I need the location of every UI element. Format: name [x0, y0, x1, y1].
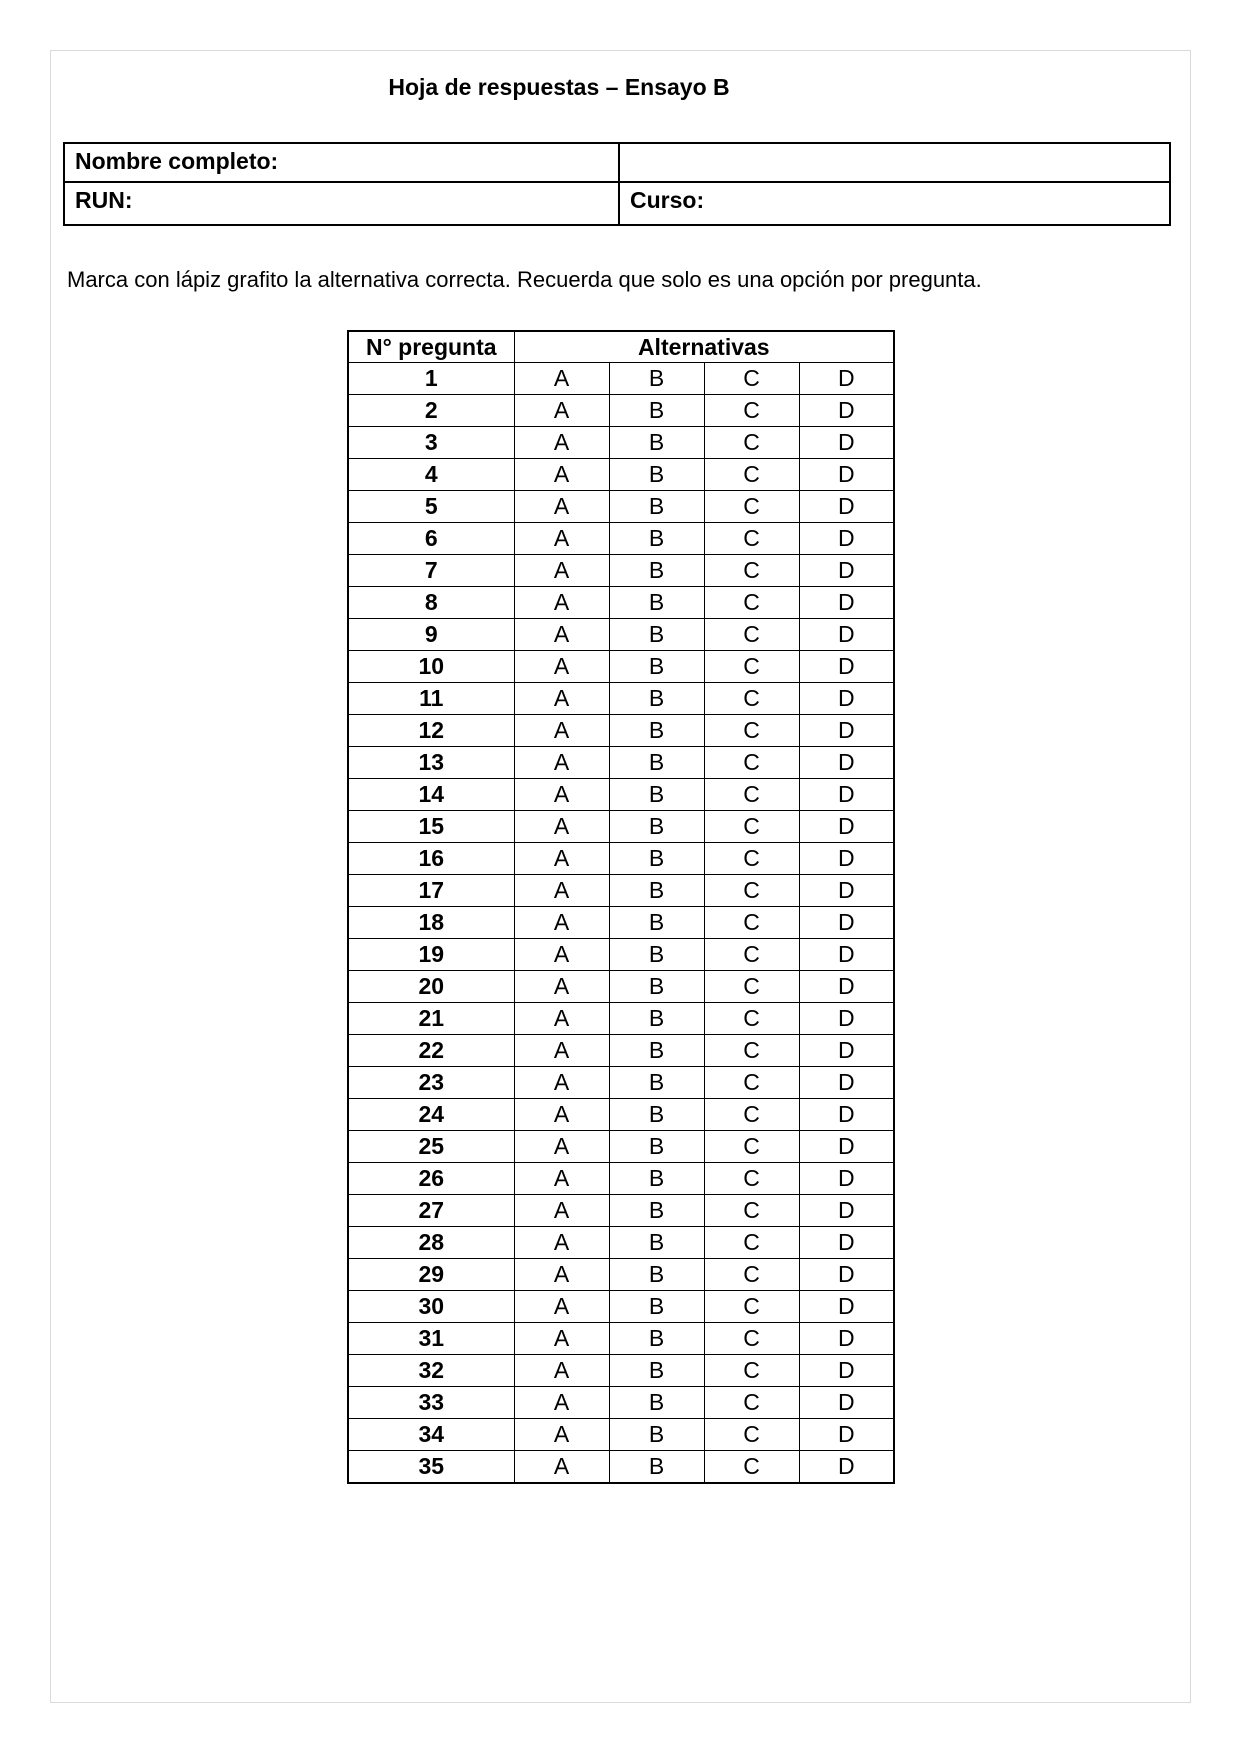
alternative-option-b[interactable]: B: [609, 555, 704, 587]
run-label: RUN:: [75, 187, 133, 213]
alternative-option-b[interactable]: B: [609, 779, 704, 811]
alternative-option-c[interactable]: C: [704, 683, 799, 715]
alternative-option-c[interactable]: C: [704, 1099, 799, 1131]
answer-row: [348, 491, 894, 523]
answer-row: [348, 1323, 894, 1355]
alternative-option-d[interactable]: D: [799, 875, 894, 907]
alternative-option-b[interactable]: B: [609, 747, 704, 779]
alternative-option-c[interactable]: C: [704, 427, 799, 459]
alternative-option-d[interactable]: D: [799, 715, 894, 747]
alternative-option-c[interactable]: C: [704, 747, 799, 779]
answer-row: [348, 1163, 894, 1195]
answer-table-header-row: [348, 331, 894, 363]
alternative-option-a[interactable]: A: [514, 1067, 609, 1099]
answer-row: [348, 811, 894, 843]
alternative-option-d[interactable]: D: [799, 1291, 894, 1323]
alternative-option-c[interactable]: C: [704, 715, 799, 747]
alternative-option-b[interactable]: B: [609, 1195, 704, 1227]
answer-row: [348, 971, 894, 1003]
alternative-option-d[interactable]: D: [799, 1067, 894, 1099]
alternative-option-b[interactable]: B: [609, 651, 704, 683]
alternative-option-b[interactable]: B: [609, 971, 704, 1003]
alternative-option-b[interactable]: B: [609, 683, 704, 715]
alternative-option-c[interactable]: C: [704, 619, 799, 651]
alternative-option-d[interactable]: D: [799, 1195, 894, 1227]
alternative-option-d[interactable]: D: [799, 779, 894, 811]
info-row-run-curso: [64, 182, 1170, 225]
answer-row: [348, 459, 894, 491]
alternative-option-c[interactable]: C: [704, 1227, 799, 1259]
alternative-option-a[interactable]: A: [514, 1195, 609, 1227]
alternative-option-b[interactable]: B: [609, 1099, 704, 1131]
alternative-option-d[interactable]: D: [799, 555, 894, 587]
question-number: 18: [348, 907, 514, 939]
alternative-option-a[interactable]: A: [514, 651, 609, 683]
alternative-option-a[interactable]: A: [514, 363, 609, 395]
alternative-option-b[interactable]: B: [609, 523, 704, 555]
alternative-option-d[interactable]: D: [799, 1099, 894, 1131]
alternative-option-b[interactable]: B: [609, 1003, 704, 1035]
question-number: 8: [348, 587, 514, 619]
alternative-option-b[interactable]: B: [609, 1131, 704, 1163]
alternative-option-d[interactable]: D: [799, 427, 894, 459]
alternative-option-b[interactable]: B: [609, 811, 704, 843]
alternative-option-c[interactable]: C: [704, 1259, 799, 1291]
alternative-option-d[interactable]: D: [799, 363, 894, 395]
alternative-option-a[interactable]: A: [514, 1099, 609, 1131]
question-number: 35: [348, 1451, 514, 1484]
alternative-option-b[interactable]: B: [609, 1387, 704, 1419]
alternative-option-b[interactable]: B: [609, 363, 704, 395]
question-number: 26: [348, 1163, 514, 1195]
answer-row: [348, 1291, 894, 1323]
alternative-option-d[interactable]: D: [799, 1419, 894, 1451]
question-number: 22: [348, 1035, 514, 1067]
answer-row: [348, 1419, 894, 1451]
alternative-option-d[interactable]: D: [799, 619, 894, 651]
alternative-option-c[interactable]: C: [704, 1003, 799, 1035]
answer-row: [348, 747, 894, 779]
alternative-option-c[interactable]: C: [704, 491, 799, 523]
alternative-option-c[interactable]: C: [704, 1163, 799, 1195]
alternative-option-c[interactable]: C: [704, 843, 799, 875]
nombre-label: Nombre completo:: [75, 148, 279, 174]
alternative-option-a[interactable]: A: [514, 779, 609, 811]
alternative-option-b[interactable]: B: [609, 1227, 704, 1259]
answer-row: [348, 427, 894, 459]
alternative-option-d[interactable]: D: [799, 811, 894, 843]
answer-row: [348, 715, 894, 747]
answer-row: [348, 1035, 894, 1067]
alternative-option-d[interactable]: D: [799, 1003, 894, 1035]
question-number: 21: [348, 1003, 514, 1035]
nombre-value-field[interactable]: [619, 143, 1170, 182]
alternative-option-b[interactable]: B: [609, 1419, 704, 1451]
answer-row: [348, 907, 894, 939]
question-number: 34: [348, 1419, 514, 1451]
answer-sheet-table: [347, 330, 895, 1484]
alternative-option-d[interactable]: D: [799, 683, 894, 715]
alternative-option-a[interactable]: A: [514, 1227, 609, 1259]
alternative-option-b[interactable]: B: [609, 619, 704, 651]
alternative-option-d[interactable]: D: [799, 395, 894, 427]
alternative-option-a[interactable]: A: [514, 1387, 609, 1419]
alternative-option-d[interactable]: D: [799, 523, 894, 555]
alternative-option-d[interactable]: D: [799, 1035, 894, 1067]
answer-row: [348, 875, 894, 907]
question-number: 28: [348, 1227, 514, 1259]
alternative-option-d[interactable]: D: [799, 1451, 894, 1484]
alternative-option-b[interactable]: B: [609, 1451, 704, 1484]
alternative-option-b[interactable]: B: [609, 1259, 704, 1291]
alternative-option-a[interactable]: A: [514, 619, 609, 651]
question-number: 1: [348, 363, 514, 395]
alternative-option-b[interactable]: B: [609, 875, 704, 907]
alternative-option-a[interactable]: A: [514, 491, 609, 523]
alternative-option-a[interactable]: A: [514, 715, 609, 747]
alternative-option-a[interactable]: A: [514, 907, 609, 939]
alternative-option-c[interactable]: C: [704, 363, 799, 395]
question-number: 17: [348, 875, 514, 907]
alternative-option-a[interactable]: A: [514, 1451, 609, 1484]
alternative-option-d[interactable]: D: [799, 907, 894, 939]
question-number: 24: [348, 1099, 514, 1131]
alternative-option-a[interactable]: A: [514, 747, 609, 779]
alternative-option-a[interactable]: A: [514, 1131, 609, 1163]
answer-row: [348, 651, 894, 683]
question-number: 23: [348, 1067, 514, 1099]
alternative-option-b[interactable]: B: [609, 1067, 704, 1099]
curso-label: Curso:: [630, 187, 705, 213]
alternative-option-a[interactable]: A: [514, 811, 609, 843]
alternative-option-d[interactable]: D: [799, 1227, 894, 1259]
answer-row: [348, 843, 894, 875]
question-number: 16: [348, 843, 514, 875]
alternative-option-c[interactable]: C: [704, 395, 799, 427]
alternative-option-a[interactable]: A: [514, 395, 609, 427]
run-field-cell[interactable]: [64, 182, 619, 225]
answer-row: [348, 683, 894, 715]
alternative-option-b[interactable]: B: [609, 587, 704, 619]
question-number: 3: [348, 427, 514, 459]
alternative-option-d[interactable]: D: [799, 843, 894, 875]
alternative-option-d[interactable]: D: [799, 939, 894, 971]
alternatives-column-header: Alternativas: [514, 331, 894, 363]
alternative-option-a[interactable]: A: [514, 587, 609, 619]
alternative-option-a[interactable]: A: [514, 971, 609, 1003]
alternative-option-c[interactable]: C: [704, 651, 799, 683]
answer-row: [348, 1451, 894, 1484]
alternative-option-d[interactable]: D: [799, 587, 894, 619]
answer-row: [348, 1195, 894, 1227]
question-number: 19: [348, 939, 514, 971]
answer-row: [348, 1067, 894, 1099]
answer-row: [348, 779, 894, 811]
alternative-option-c[interactable]: C: [704, 907, 799, 939]
alternative-option-d[interactable]: D: [799, 1131, 894, 1163]
answer-row: [348, 523, 894, 555]
alternative-option-a[interactable]: A: [514, 1323, 609, 1355]
nombre-label-cell: [64, 143, 619, 182]
alternative-option-c[interactable]: C: [704, 971, 799, 1003]
question-number: 6: [348, 523, 514, 555]
curso-field-cell[interactable]: [619, 182, 1170, 225]
alternative-option-a[interactable]: A: [514, 1419, 609, 1451]
answer-row: [348, 555, 894, 587]
question-column-header: N° pregunta: [348, 331, 514, 363]
question-number: 4: [348, 459, 514, 491]
answer-row: [348, 1355, 894, 1387]
alternative-option-d[interactable]: D: [799, 651, 894, 683]
answer-table-body: [348, 363, 894, 1484]
alternative-option-b[interactable]: B: [609, 939, 704, 971]
alternative-option-d[interactable]: D: [799, 1323, 894, 1355]
question-number: 9: [348, 619, 514, 651]
question-number: 32: [348, 1355, 514, 1387]
alternative-option-b[interactable]: B: [609, 1355, 704, 1387]
alternative-option-a[interactable]: A: [514, 1355, 609, 1387]
alternative-option-c[interactable]: C: [704, 811, 799, 843]
answer-row: [348, 619, 894, 651]
question-number: 12: [348, 715, 514, 747]
student-info-table: [63, 142, 1171, 226]
alternative-option-a[interactable]: A: [514, 875, 609, 907]
alternative-option-b[interactable]: B: [609, 491, 704, 523]
alternative-option-b[interactable]: B: [609, 1163, 704, 1195]
alternative-option-a[interactable]: A: [514, 523, 609, 555]
alternative-option-c[interactable]: C: [704, 1131, 799, 1163]
alternative-option-a[interactable]: A: [514, 1003, 609, 1035]
alternative-option-b[interactable]: B: [609, 459, 704, 491]
alternative-option-c[interactable]: C: [704, 779, 799, 811]
alternative-option-d[interactable]: D: [799, 1163, 894, 1195]
alternative-option-a[interactable]: A: [514, 1035, 609, 1067]
alternative-option-b[interactable]: B: [609, 1323, 704, 1355]
alternative-option-d[interactable]: D: [799, 1259, 894, 1291]
question-number: 33: [348, 1387, 514, 1419]
question-number: 30: [348, 1291, 514, 1323]
question-number: 5: [348, 491, 514, 523]
answer-row: [348, 939, 894, 971]
answer-row: [348, 587, 894, 619]
alternative-option-b[interactable]: B: [609, 843, 704, 875]
answer-row: [348, 363, 894, 395]
alternative-option-c[interactable]: C: [704, 1067, 799, 1099]
question-number: 25: [348, 1131, 514, 1163]
alternative-option-b[interactable]: B: [609, 1035, 704, 1067]
alternative-option-a[interactable]: A: [514, 1163, 609, 1195]
question-number: 13: [348, 747, 514, 779]
alternative-option-c[interactable]: C: [704, 875, 799, 907]
alternative-option-c[interactable]: C: [704, 587, 799, 619]
alternative-option-a[interactable]: A: [514, 1291, 609, 1323]
alternative-option-b[interactable]: B: [609, 715, 704, 747]
alternative-option-d[interactable]: D: [799, 1355, 894, 1387]
alternative-option-c[interactable]: C: [704, 1387, 799, 1419]
answer-row: [348, 1227, 894, 1259]
alternative-option-d[interactable]: D: [799, 459, 894, 491]
alternative-option-a[interactable]: A: [514, 427, 609, 459]
question-number: 14: [348, 779, 514, 811]
alternative-option-c[interactable]: C: [704, 1195, 799, 1227]
question-number: 31: [348, 1323, 514, 1355]
alternative-option-c[interactable]: C: [704, 1291, 799, 1323]
page-title: Hoja de respuestas – Ensayo B: [388, 74, 730, 100]
alternative-option-d[interactable]: D: [799, 491, 894, 523]
question-number: 11: [348, 683, 514, 715]
alternative-option-b[interactable]: B: [609, 395, 704, 427]
alternative-option-c[interactable]: C: [704, 1419, 799, 1451]
alternative-option-c[interactable]: C: [704, 1451, 799, 1484]
question-number: 15: [348, 811, 514, 843]
info-row-nombre: [64, 143, 1170, 182]
alternative-option-a[interactable]: A: [514, 683, 609, 715]
alternative-option-a[interactable]: A: [514, 1259, 609, 1291]
alternative-option-c[interactable]: C: [704, 1323, 799, 1355]
answer-row: [348, 1099, 894, 1131]
alternative-option-c[interactable]: C: [704, 555, 799, 587]
answer-row: [348, 1131, 894, 1163]
question-number: 10: [348, 651, 514, 683]
answer-row: [348, 395, 894, 427]
alternative-option-c[interactable]: C: [704, 1035, 799, 1067]
answer-row: [348, 1387, 894, 1419]
alternative-option-c[interactable]: C: [704, 1355, 799, 1387]
answer-row: [348, 1003, 894, 1035]
question-number: 7: [348, 555, 514, 587]
alternative-option-c[interactable]: C: [704, 523, 799, 555]
alternative-option-d[interactable]: D: [799, 747, 894, 779]
question-number: 2: [348, 395, 514, 427]
alternative-option-a[interactable]: A: [514, 459, 609, 491]
alternative-option-c[interactable]: C: [704, 459, 799, 491]
alternative-option-a[interactable]: A: [514, 555, 609, 587]
alternative-option-b[interactable]: B: [609, 907, 704, 939]
alternative-option-b[interactable]: B: [609, 427, 704, 459]
question-number: 20: [348, 971, 514, 1003]
alternative-option-d[interactable]: D: [799, 971, 894, 1003]
alternative-option-a[interactable]: A: [514, 939, 609, 971]
alternative-option-b[interactable]: B: [609, 1291, 704, 1323]
alternative-option-c[interactable]: C: [704, 939, 799, 971]
alternative-option-a[interactable]: A: [514, 843, 609, 875]
question-number: 29: [348, 1259, 514, 1291]
alternative-option-d[interactable]: D: [799, 1387, 894, 1419]
answer-row: [348, 1259, 894, 1291]
instruction-text: Marca con lápiz grafito la alternativa correcta. Recuerda que solo es una opción por pregunta.: [67, 267, 982, 292]
question-number: 27: [348, 1195, 514, 1227]
